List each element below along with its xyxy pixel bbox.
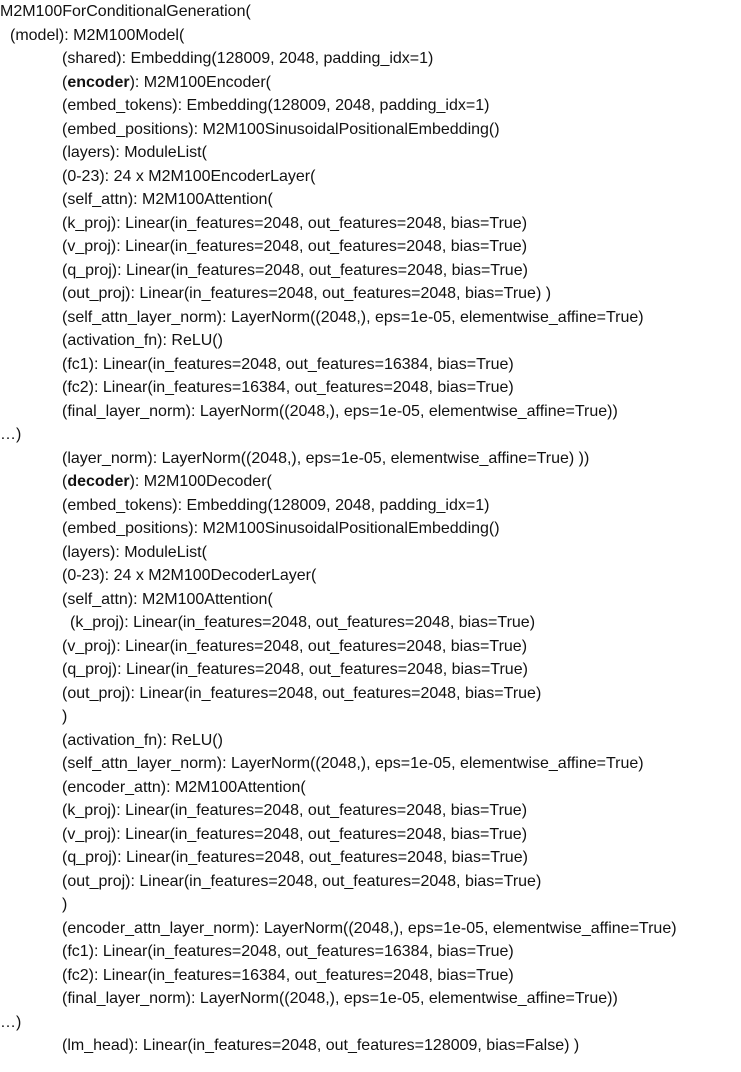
encoder-layers-line: (layers): ModuleList( [62, 144, 207, 161]
encoder-header-line [62, 71, 271, 95]
encoder-self-attn-line: (self_attn): M2M100Attention( [62, 191, 273, 208]
encoder-embed-positions-line: (embed_positions): M2M100SinusoidalPositionalEmbedding() [62, 120, 500, 138]
decoder-embed-positions-line: (embed_positions): M2M100SinusoidalPositionalEmbedding() [62, 520, 500, 537]
encoder-open-paren: ( [62, 73, 68, 91]
decoder-out-proj-line: (out_proj): Linear(in_features=2048, out_features=2048, bias=True) [62, 684, 542, 702]
encoder-class: ): M2M100Encoder( [129, 73, 271, 91]
decoder-open-paren: ( [62, 473, 68, 490]
decoder-v-proj-line: (v_proj): Linear(in_features=2048, out_features=2048, bias=True) [62, 637, 528, 655]
encoder-keyword: encoder [67, 73, 130, 91]
root-module-line: M2M100ForConditionalGeneration( [0, 3, 251, 20]
encoder-k-proj-line: (k_proj): Linear(in_features=2048, out_features=2048, bias=True) [62, 214, 528, 232]
decoder-fc2-line: (fc2): Linear(in_features=16384, out_features=2048, bias=True) [62, 966, 514, 984]
decoder-cross-out-proj-line: (out_proj): Linear(in_features=2048, out_features=2048, bias=True) [62, 872, 542, 890]
encoder-layer-range-line: (0-23): 24 x M2M100EncoderLayer( [62, 167, 316, 185]
encoder-final-layer-norm-line: (final_layer_norm): LayerNorm((2048,), eps=1e-05, elementwise_affine=True)) [62, 402, 618, 420]
decoder-layers-line: (layers): ModuleList( [62, 543, 207, 561]
decoder-final-layer-norm-line: (final_layer_norm): LayerNorm((2048,), eps=1e-05, elementwise_affine=True)) [62, 990, 618, 1007]
decoder-layer-norm-line: (lm_head): Linear(in_features=2048, out_features=128009, bias=False) ) [62, 1037, 580, 1054]
decoder-activation-line: (activation_fn): ReLU() [62, 731, 223, 749]
decoder-k-proj-line: (k_proj): Linear(in_features=2048, out_features=2048, bias=True) [70, 614, 536, 631]
decoder-self-attn-line: (self_attn): M2M100Attention( [62, 590, 273, 608]
decoder-cross-v-proj-line: (v_proj): Linear(in_features=2048, out_features=2048, bias=True) [62, 825, 528, 843]
decoder-encoder-attn-close-line: ) [62, 896, 68, 913]
encoder-fc1-line: (fc1): Linear(in_features=2048, out_features=16384, bias=True) [62, 355, 514, 373]
decoder-ellipsis-line: …) [0, 1013, 22, 1031]
decoder-fc1-line: (fc1): Linear(in_features=2048, out_features=16384, bias=True) [62, 943, 514, 960]
decoder-layer-range-line: (0-23): 24 x M2M100DecoderLayer( [62, 567, 317, 584]
encoder-fc2-line: (fc2): Linear(in_features=16384, out_features=2048, bias=True) [62, 379, 514, 396]
encoder-ellipsis-line: …) [0, 426, 22, 443]
encoder-self-attn-layer-norm-line: (self_attn_layer_norm): LayerNorm((2048,), eps=1e-05, elementwise_affine=True) [62, 308, 644, 326]
encoder-q-proj-line: (q_proj): Linear(in_features=2048, out_features=2048, bias=True) [62, 261, 528, 279]
decoder-q-proj-line: (q_proj): Linear(in_features=2048, out_features=2048, bias=True) [62, 661, 528, 678]
model-line: (model): M2M100Model( [10, 26, 185, 44]
decoder-encoder-attn-layer-norm-line: (encoder_attn_layer_norm): LayerNorm((2048,), eps=1e-05, elementwise_affine=True) [62, 919, 677, 937]
decoder-self-attn-close-line: ) [62, 708, 68, 725]
encoder-embed-tokens-line: (embed_tokens): Embedding(128009, 2048, padding_idx=1) [62, 97, 490, 114]
decoder-class: ): M2M100Decoder( [129, 473, 272, 490]
encoder-out-proj-line: (out_proj): Linear(in_features=2048, out_features=2048, bias=True) ) [62, 285, 552, 302]
decoder-keyword: decoder [67, 473, 130, 490]
decoder-encoder-attn-line: (encoder_attn): M2M100Attention( [62, 778, 306, 796]
decoder-cross-k-proj-line: (k_proj): Linear(in_features=2048, out_features=2048, bias=True) [62, 802, 528, 819]
decoder-embed-tokens-line: (embed_tokens): Embedding(128009, 2048, padding_idx=1) [62, 496, 490, 514]
shared-embedding-line: (shared): Embedding(128009, 2048, padding_idx=1) [62, 50, 434, 67]
encoder-activation-line: (activation_fn): ReLU() [62, 332, 223, 349]
decoder-cross-q-proj-line: (q_proj): Linear(in_features=2048, out_features=2048, bias=True) [62, 849, 528, 866]
encoder-v-proj-line: (v_proj): Linear(in_features=2048, out_features=2048, bias=True) [62, 238, 528, 255]
decoder-self-attn-layer-norm-line: (self_attn_layer_norm): LayerNorm((2048,), eps=1e-05, elementwise_affine=True) [62, 755, 644, 772]
decoder-header-line [62, 470, 272, 494]
encoder-layer-norm-line: (layer_norm): LayerNorm((2048,), eps=1e-05, elementwise_affine=True) )) [62, 449, 590, 467]
